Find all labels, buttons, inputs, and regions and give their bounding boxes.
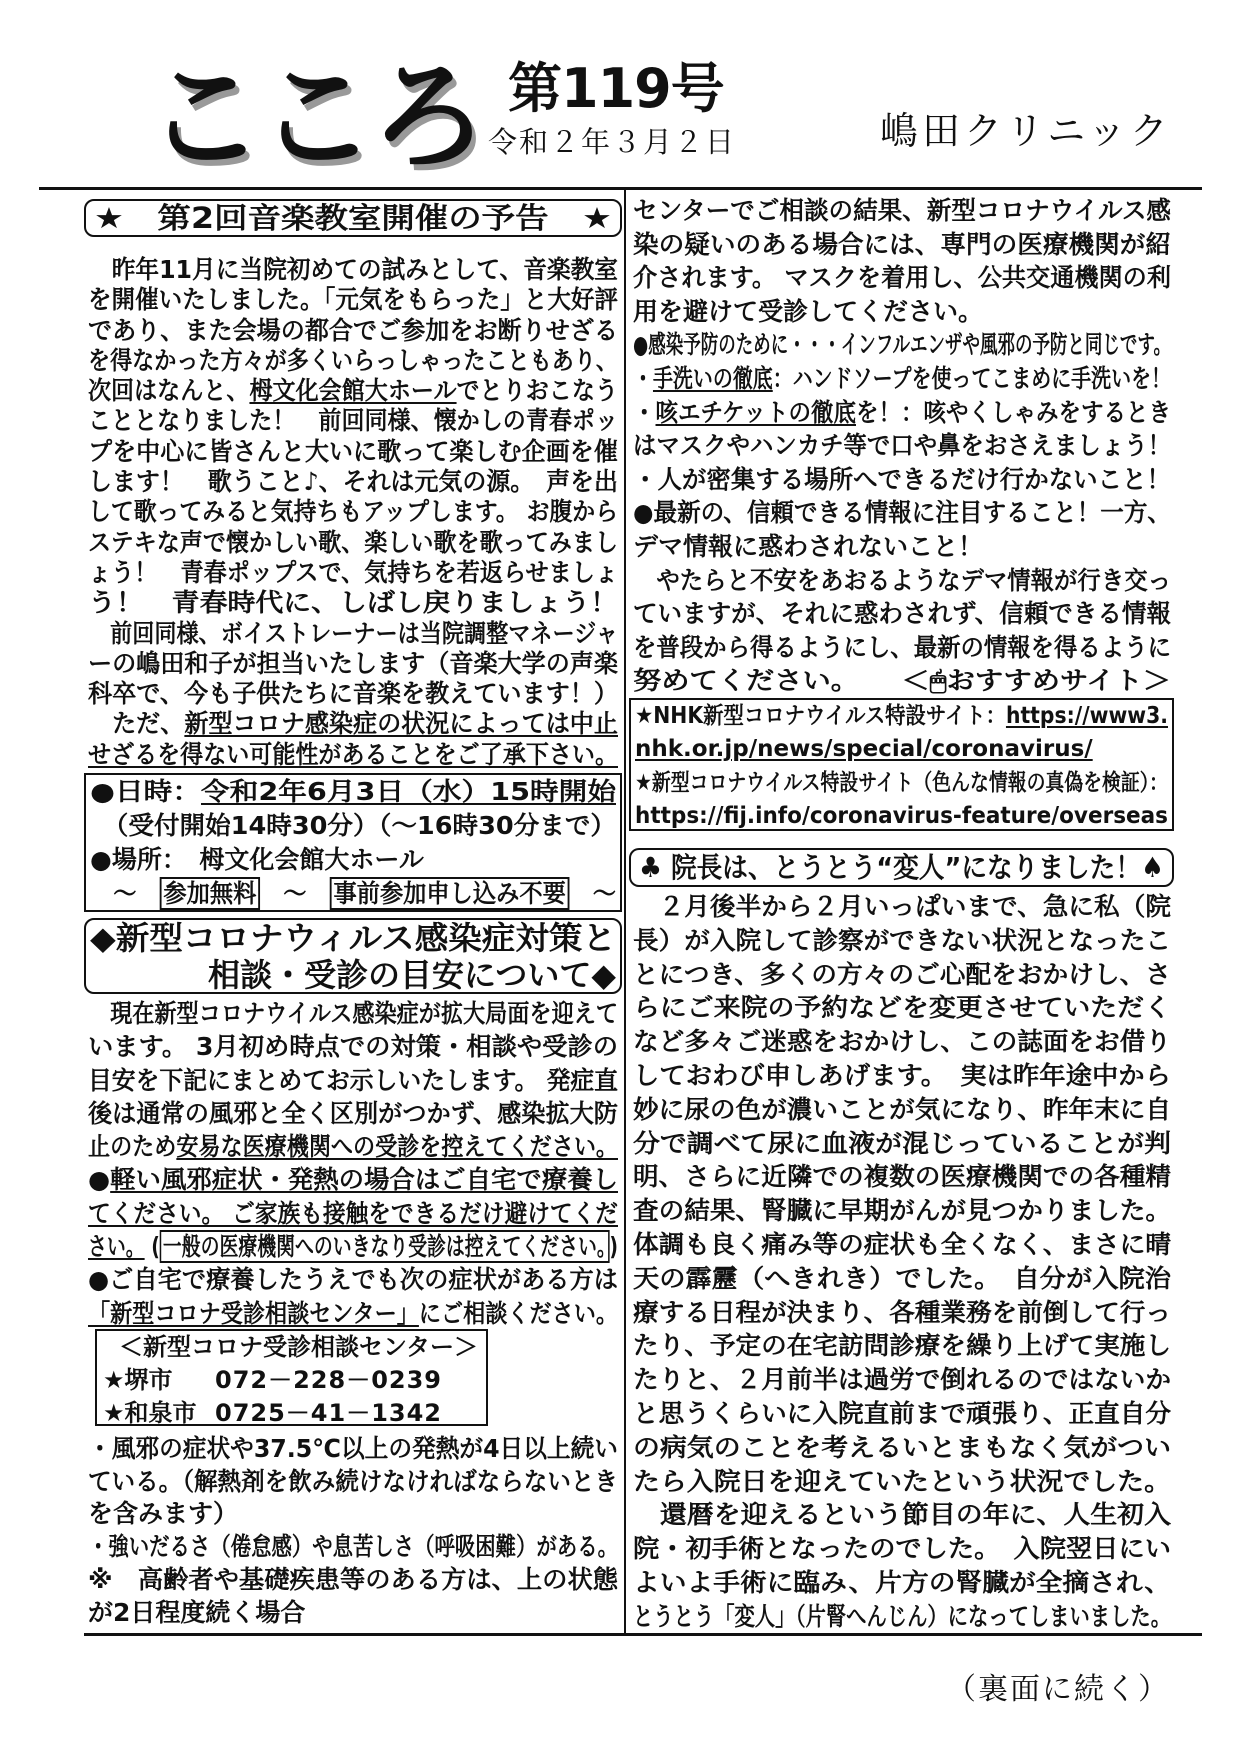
text-line [88, 709, 618, 739]
text-segment: 昨年11月に当院初めての試みとして、音楽教室 [88, 255, 618, 284]
boxed-text: 事前参加申し込み不要 [330, 877, 570, 910]
text-segment: ょう！ 青春ポップスで、気持ちを若返らせましょ [88, 557, 618, 587]
underlined-text: せざるを得ない可能性があることをご了承下さい。 [88, 739, 618, 769]
text-line [633, 958, 1171, 992]
text-line [633, 890, 1171, 924]
text-segment: ～ [569, 879, 616, 908]
text-segment: ステキな声で懐かしい歌、楽しい歌を歌ってみまし [88, 527, 618, 557]
text-segment: 科卒で、今も子供たちに音楽を教えています！） [88, 679, 618, 709]
text-segment: ) [609, 1232, 618, 1262]
text-line [633, 1127, 1171, 1161]
text-segment: にご相談ください。 [418, 1298, 618, 1328]
text-line [88, 740, 618, 770]
text-line [88, 437, 618, 467]
text-line [633, 1397, 1171, 1431]
text-line [88, 1230, 618, 1263]
text-segment: 分で調べて尿に血液が混じっていることが判 [633, 1128, 1171, 1158]
text-line [88, 1064, 618, 1097]
text-segment: ～ [90, 879, 160, 908]
text-segment: う！ 青春時代に、しばし戻りましょう！ [88, 588, 618, 618]
underlined-text: 新型コロナ感染症の状況によっては中止 [184, 709, 618, 739]
text-line [633, 631, 1171, 665]
text-segment: 査の結果、腎臓に早期がんが見つかりました。 [633, 1196, 1171, 1226]
text-line [90, 877, 616, 911]
text-line [88, 285, 618, 315]
text-segment: を！：咳やくしゃみをするとき [855, 397, 1171, 427]
contact-row [103, 1364, 480, 1397]
text-segment: 明、さらに近隣での複数の医療機関での各種精 [633, 1162, 1171, 1192]
text-segment: ２月後半から２月いっぱいまで、急に私（院 [633, 892, 1171, 921]
text-segment: 次回はなんと、 [88, 376, 250, 406]
text-segment: （受付開始14時30分）（～16時30分まで） [90, 811, 616, 840]
consultation-center-title: ＜新型コロナ受診相談センター＞ [119, 1333, 479, 1361]
underlined-text: 軽い風邪症状・発熱の場合はご自宅で療養し [110, 1165, 619, 1195]
text-segment: ● [88, 1165, 111, 1195]
text-segment: センターでご相談の結果、新型コロナウイルス感 [633, 196, 1171, 225]
issue-date: 令和２年３月２日 [488, 125, 737, 159]
text-line [633, 924, 1171, 958]
text-line [633, 496, 1171, 530]
text-segment: ●日時： [90, 777, 202, 806]
text-line [635, 767, 1168, 800]
text-line [633, 463, 1171, 497]
text-line [633, 1025, 1171, 1059]
text-line [633, 429, 1171, 463]
text-line [88, 1498, 618, 1531]
consultation-center-box [95, 1329, 488, 1426]
underlined-text: 安易な医療機関への受診を控えてください。 [176, 1132, 618, 1162]
text-segment: ●ご自宅で療養したうえでも次の症状がある方は [88, 1265, 618, 1295]
text-line [88, 497, 618, 527]
text-line [88, 997, 618, 1030]
text-segment: と思うくらいに入院直前まで頑張り、正直自分 [633, 1398, 1171, 1428]
text-line [633, 261, 1171, 295]
underlined-text: さい。 [88, 1232, 145, 1262]
text-line [633, 664, 1171, 698]
text-segment: の病気のことを考えるいとまもなく気がつい [633, 1432, 1171, 1462]
text-line [90, 775, 616, 809]
text-segment: 用を避けて受診してください。 [633, 296, 984, 326]
text-segment: 前回同様、ボイストレーナーは当院調整マネージャ [88, 618, 618, 648]
corona-body [88, 997, 618, 1330]
underlined-text: 手洗いの徹底 [652, 363, 773, 393]
text-line [633, 1431, 1171, 1465]
text-segment: おすすめサイト＞ [946, 666, 1171, 696]
text-segment: よいよ手術に臨み、片方の腎臓が全摘され、 [633, 1567, 1171, 1597]
recommended-sites-box [629, 698, 1174, 831]
text-line [633, 295, 1171, 329]
text-segment: ●感染予防のために・・・インフルエンザや風邪の予防と同じです。 [633, 330, 1171, 360]
text-segment: して歌ってみると気持ちもアップします。 お腹から [88, 497, 618, 527]
event-details-box [84, 773, 622, 912]
text-line [88, 558, 618, 588]
text-segment: やたらと不安をあおるようなデマ情報が行き交っ [633, 565, 1171, 595]
underlined-text: てください。 ご家族も接触をできるだけ避けてくだ [88, 1198, 618, 1228]
text-line [88, 1263, 618, 1296]
text-segment: プを中心に皆さんと大いに歌って楽しむ企画を催 [88, 436, 618, 466]
text-line [88, 528, 618, 558]
continued-on-back: （裏面に続く） [946, 1672, 1170, 1707]
header-divider [39, 187, 1202, 190]
text-line [635, 700, 1168, 733]
music-section-title [84, 199, 622, 237]
text-line [633, 396, 1171, 430]
prevention-body [633, 194, 1171, 698]
text-segment: たりと、２月前半は過労で倒れるのではないか [633, 1365, 1171, 1395]
text-line [633, 530, 1171, 564]
text-line [88, 588, 618, 618]
text-segment: ★NHK新型コロナウイルス特設サイト： [635, 703, 1006, 729]
corona-title-line: ◆新型コロナウィルス感染症対策と [90, 919, 616, 957]
text-line [88, 1531, 618, 1564]
text-line [88, 1197, 618, 1230]
text-segment: 目安を下記にまとめてお示しいたします。 発症直 [88, 1065, 618, 1095]
text-segment: ：ハンドソープを使ってこまめに手洗いを！ [772, 363, 1171, 393]
text-line [633, 1600, 1171, 1634]
text-segment: を開催いたしました。「元気をもらった」と大好評 [88, 285, 618, 315]
text-segment: など多々ご迷惑をおかけし、この誌面をお借り [633, 1027, 1171, 1057]
text-segment: を含みます） [88, 1499, 239, 1529]
text-line [88, 1433, 618, 1466]
text-segment: 体調も良く痛み等の症状も全くなく、まさに晴 [633, 1229, 1171, 1259]
text-line [88, 467, 618, 497]
text-segment: ●最新の、信頼できる情報に注目すること！一方、 [633, 498, 1171, 528]
text-line [633, 1498, 1171, 1532]
text-line [633, 1059, 1171, 1093]
column-divider [624, 190, 626, 1634]
text-line [88, 679, 618, 709]
text-line [633, 1262, 1171, 1296]
text-segment: こととなりました！ 前回同様、懐かしの青春ポッ [88, 406, 618, 436]
text-line [88, 1297, 618, 1330]
text-line [88, 406, 618, 436]
text-segment: ●場所： 栂文化会館大ホール [90, 845, 424, 874]
text-segment: ・風邪の症状や37.5℃以上の発熱が4日以上続い [88, 1434, 618, 1463]
underlined-text: 「新型コロナ受診相談センター」 [88, 1298, 419, 1328]
text-segment: を普段から得るようにし、最新の情報を得るように [633, 632, 1171, 662]
text-segment: 努めてください。 ＜ [633, 666, 930, 696]
text-segment: 止のため [88, 1132, 177, 1162]
text-line [88, 255, 618, 285]
boxed-text: 参加無料 [160, 877, 260, 910]
text-line [90, 809, 616, 843]
text-segment: ・強いだるさ（倦怠感）や息苦しさ（呼吸困難）がある。 [88, 1532, 618, 1562]
music-title-text: ★ 第2回音楽教室開催の予告 ★ [94, 201, 612, 235]
text-segment: はマスクやハンカチ等で口や鼻をおさえましょう！ [633, 431, 1171, 461]
text-line [88, 1466, 618, 1499]
text-line [633, 1228, 1171, 1262]
underlined-text: 令和2年6月3日（水）15時開始 [201, 777, 616, 806]
symptoms-list [88, 1433, 618, 1629]
text-segment: ーの嶋田和子が担当いたします（音楽大学の声楽 [88, 648, 618, 678]
text-segment: しておわび申しあげます。 実は昨年途中から [633, 1060, 1171, 1090]
text-line [88, 1597, 618, 1630]
website-link[interactable]: nhk.or.jp/news/special/coronavirus/ [635, 736, 1093, 763]
text-line [633, 564, 1171, 598]
text-segment: 院・初手術となったのでした。 入院翌日にい [633, 1534, 1171, 1564]
text-line [633, 1093, 1171, 1127]
contact-phone[interactable]: 0725－41－1342 [215, 1399, 442, 1427]
text-segment: たり、予定の在宅訪問診療を繰り上げて実施し [633, 1331, 1171, 1361]
text-line [633, 991, 1171, 1025]
website-link[interactable]: https://www3. [1005, 703, 1168, 729]
director-body [633, 890, 1171, 1634]
text-segment: でとりおこなう [456, 376, 618, 406]
text-segment: たら入院日を迎えていたという状況でした。 [633, 1466, 1171, 1496]
text-line [633, 1566, 1171, 1600]
text-line [88, 346, 618, 376]
text-segment: ・ [633, 397, 656, 427]
text-segment: 介されます。 マスクを着用し、公共交通機関の利 [633, 263, 1171, 293]
underlined-text: 咳エチケットの徹底 [655, 397, 856, 427]
text-segment: 天の霹靂（へきれき）でした。 自分が入院治 [633, 1263, 1171, 1293]
contact-city: ★和泉市 [103, 1399, 197, 1427]
text-segment: ( [144, 1232, 160, 1262]
text-segment: います。 3月初め時点での対策・相談や受診の [88, 1032, 618, 1062]
text-segment: 還暦を迎えるという節目の年に、人生初入 [633, 1500, 1171, 1530]
contact-city: ★堺市 [103, 1366, 173, 1394]
clinic-name: 嶋田クリニック [880, 109, 1172, 153]
text-line [88, 1130, 618, 1163]
mouse-icon: 🖱 [929, 666, 947, 696]
text-segment: https://fij.info/coronavirus-feature/overseas [635, 803, 1168, 830]
text-line [633, 228, 1171, 262]
text-line [88, 376, 618, 406]
text-segment: らにご来院の予約などを変更させていただく [633, 993, 1171, 1023]
text-segment: 長）が入院して診察ができない状況となったこ [633, 925, 1171, 955]
text-line [635, 733, 1168, 766]
text-segment: ている。（解熱剤を飲み続けなければならないとき [88, 1466, 618, 1496]
text-segment: とうとう「変人」（片腎へんじん）になってしまいました。 [633, 1601, 1171, 1631]
text-segment: ～ [260, 879, 330, 908]
text-line [633, 328, 1171, 362]
boxed-text: 一般の医療機関へのいきなり受診は控えてください。 [160, 1230, 610, 1263]
text-segment: を得なかった方々が多くいらっしゃったこともあり、 [88, 345, 618, 375]
text-line [633, 1363, 1171, 1397]
text-line [88, 619, 618, 649]
music-body [88, 255, 618, 770]
text-segment: ※ 高齢者や基礎疾患等のある方は、上の状態 [88, 1564, 618, 1594]
text-line [633, 1194, 1171, 1228]
text-line [88, 1163, 618, 1196]
corona-title-line: 相談・受診の目安について◆ [208, 956, 616, 994]
text-segment: 療する日程が決まり、各種業務を前倒して行っ [633, 1297, 1171, 1327]
text-segment: 妙に尿の色が濃いことが気になり、昨年末に自 [633, 1094, 1171, 1124]
text-segment: が2日程度続く場合 [88, 1597, 306, 1627]
text-line [88, 649, 618, 679]
text-segment: 現在新型コロナウイルス感染症が拡大局面を迎えて [88, 999, 618, 1028]
text-segment: 染の疑いのある場合には、専門の医療機関が紹 [633, 229, 1171, 259]
text-line [88, 1564, 618, 1597]
contact-row [103, 1397, 480, 1430]
text-line [635, 800, 1168, 833]
text-line [88, 316, 618, 346]
text-segment: ・ [633, 363, 653, 393]
text-line [633, 1532, 1171, 1566]
corona-section-title [84, 918, 622, 994]
text-segment: であり、また会場の都合でご参加をお断りせざる [88, 315, 618, 345]
text-segment: デマ情報に惑わされないこと！ [633, 531, 984, 561]
text-line [633, 1296, 1171, 1330]
text-segment: 後は通常の風邪と全く区別がつかず、感染拡大防 [88, 1098, 618, 1128]
director-section-title [629, 848, 1174, 887]
text-line [633, 1329, 1171, 1363]
text-segment: ★新型コロナウイルス特設サイト（色んな情報の真偽を検証）： [635, 769, 1168, 796]
issue-number: 第119号 [508, 57, 724, 120]
text-line [633, 597, 1171, 631]
text-line [88, 1030, 618, 1063]
text-line [88, 1097, 618, 1130]
text-line [633, 1465, 1171, 1499]
contact-phone[interactable]: 072－228－0239 [215, 1366, 442, 1394]
text-segment: ただ、 [88, 709, 185, 739]
underlined-text: 栂文化会館大ホール [249, 376, 457, 406]
text-line [633, 1160, 1171, 1194]
text-line [633, 194, 1171, 228]
newsletter-logo: こころ [146, 48, 483, 186]
director-title-text: ♣ 院長は、とうとう“変人”になりました！♠ [639, 851, 1164, 884]
text-segment: ・人が密集する場所へできるだけ行かないこと！ [633, 464, 1171, 494]
text-segment: ていますが、それに惑わされず、信頼できる情報 [633, 599, 1171, 629]
text-line [90, 843, 616, 877]
text-segment: します！ 歌うこと♪、それは元気の源。 声を出 [88, 467, 618, 497]
text-line [633, 362, 1171, 396]
text-segment: とにつき、多くの方々のご心配をおかけし、さ [633, 959, 1171, 989]
